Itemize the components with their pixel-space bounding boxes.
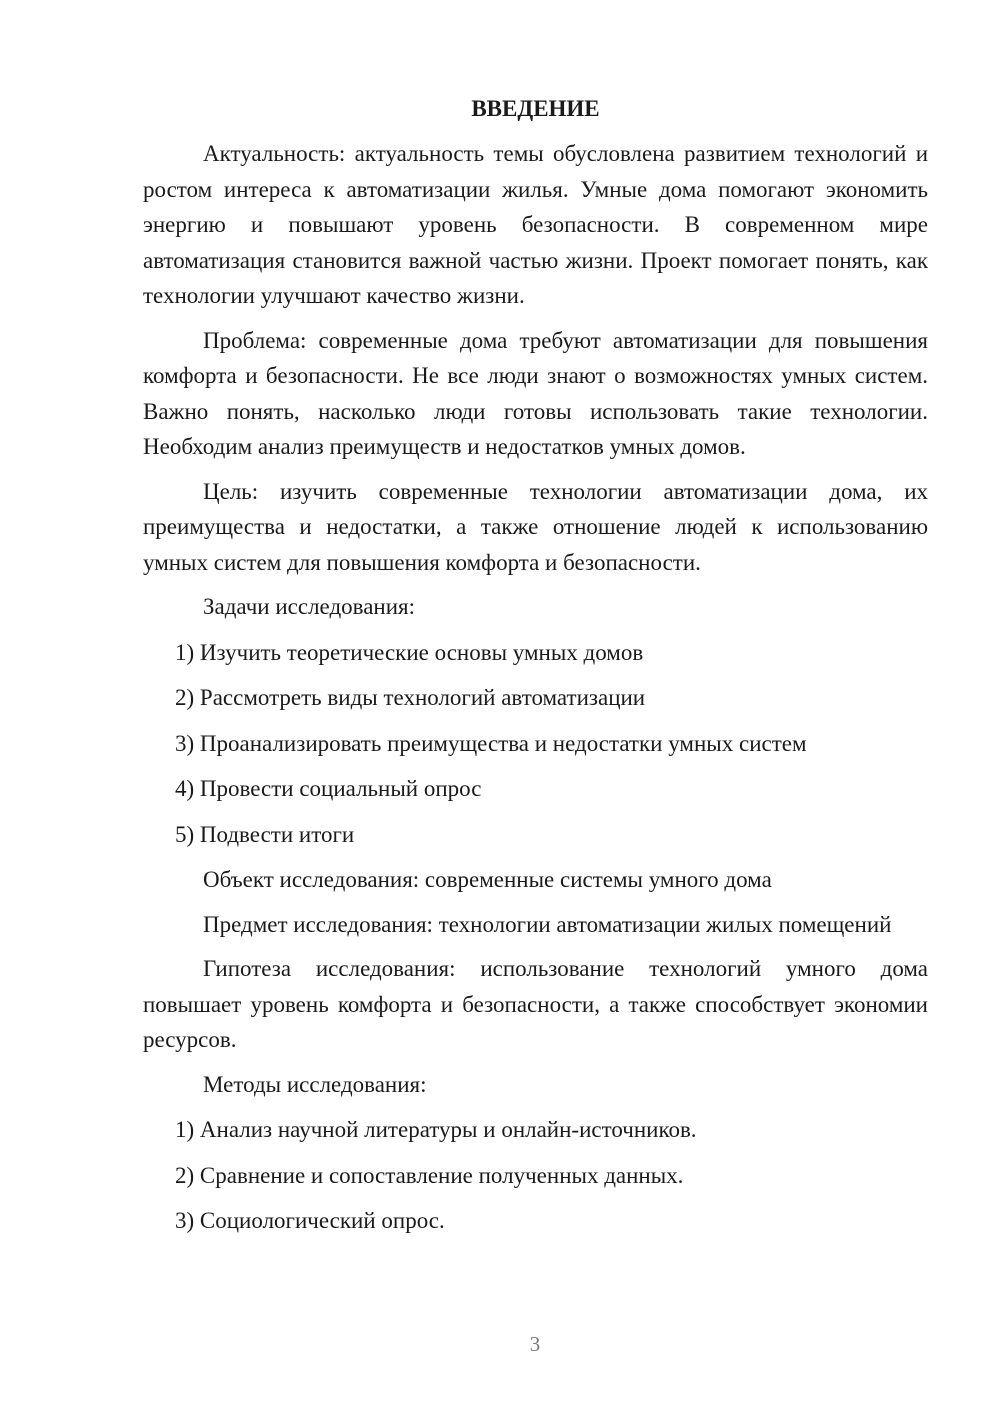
page-number: 3	[529, 1332, 541, 1356]
subject-paragraph: Предмет исследования: технологии автоматизации жилых помещений	[203, 911, 892, 937]
relevance-paragraph: Актуальность: актуальность темы обусловлена развитием технологий и ростом интереса к автоматизации жилья. Умные дома помогают экономить энергию и повышают уровень безопасности. В современном мире автоматизация становится важной частью жизни. Проект помогает понять, как технологии улучшают качество жизни.	[143, 141, 928, 308]
methods-label: Методы исследования:	[203, 1071, 427, 1097]
object-paragraph: Объект исследования: современные системы умного дома	[203, 867, 772, 892]
tasks-list	[143, 635, 928, 853]
problem-paragraph: Проблема: современные дома требуют автоматизации для повышения комфорта и безопасности. Не все люди знают о возможностях умных систем. Важно понять, насколько люди готовы использовать такие технологии. Необходим анализ преимуществ и недостатков умных домов.	[143, 327, 928, 459]
page-title: ВВЕДЕНИЕ	[471, 96, 600, 121]
task-item: 1) Изучить теоретические основы умных домов	[175, 639, 644, 665]
task-item: 2) Рассмотреть виды технологий автоматизации	[175, 685, 646, 710]
task-item: 5) Подвести итоги	[175, 821, 355, 847]
task-item: 4) Провести социальный опрос	[175, 776, 482, 801]
hypothesis-paragraph: Гипотеза исследования: использование технологий умного дома повышает уровень комфорта и безопасности, а также способствует экономии ресурсов.	[143, 956, 928, 1052]
method-item: 3) Социологический опрос.	[175, 1208, 445, 1233]
task-item: 3) Проанализировать преимущества и недостатки умных систем	[175, 730, 807, 756]
method-item: 2) Сравнение и сопоставление полученных данных.	[175, 1162, 684, 1188]
tasks-label: Задачи исследования:	[203, 594, 416, 619]
document-page	[143, 94, 928, 1249]
method-item: 1) Анализ научной литературы и онлайн-источников.	[175, 1117, 697, 1142]
methods-list	[143, 1112, 928, 1239]
goal-paragraph: Цель: изучить современные технологии автоматизации дома, их преимущества и недостатки, а также отношение людей к использованию умных систем для повышения комфорта и безопасности.	[143, 478, 928, 575]
